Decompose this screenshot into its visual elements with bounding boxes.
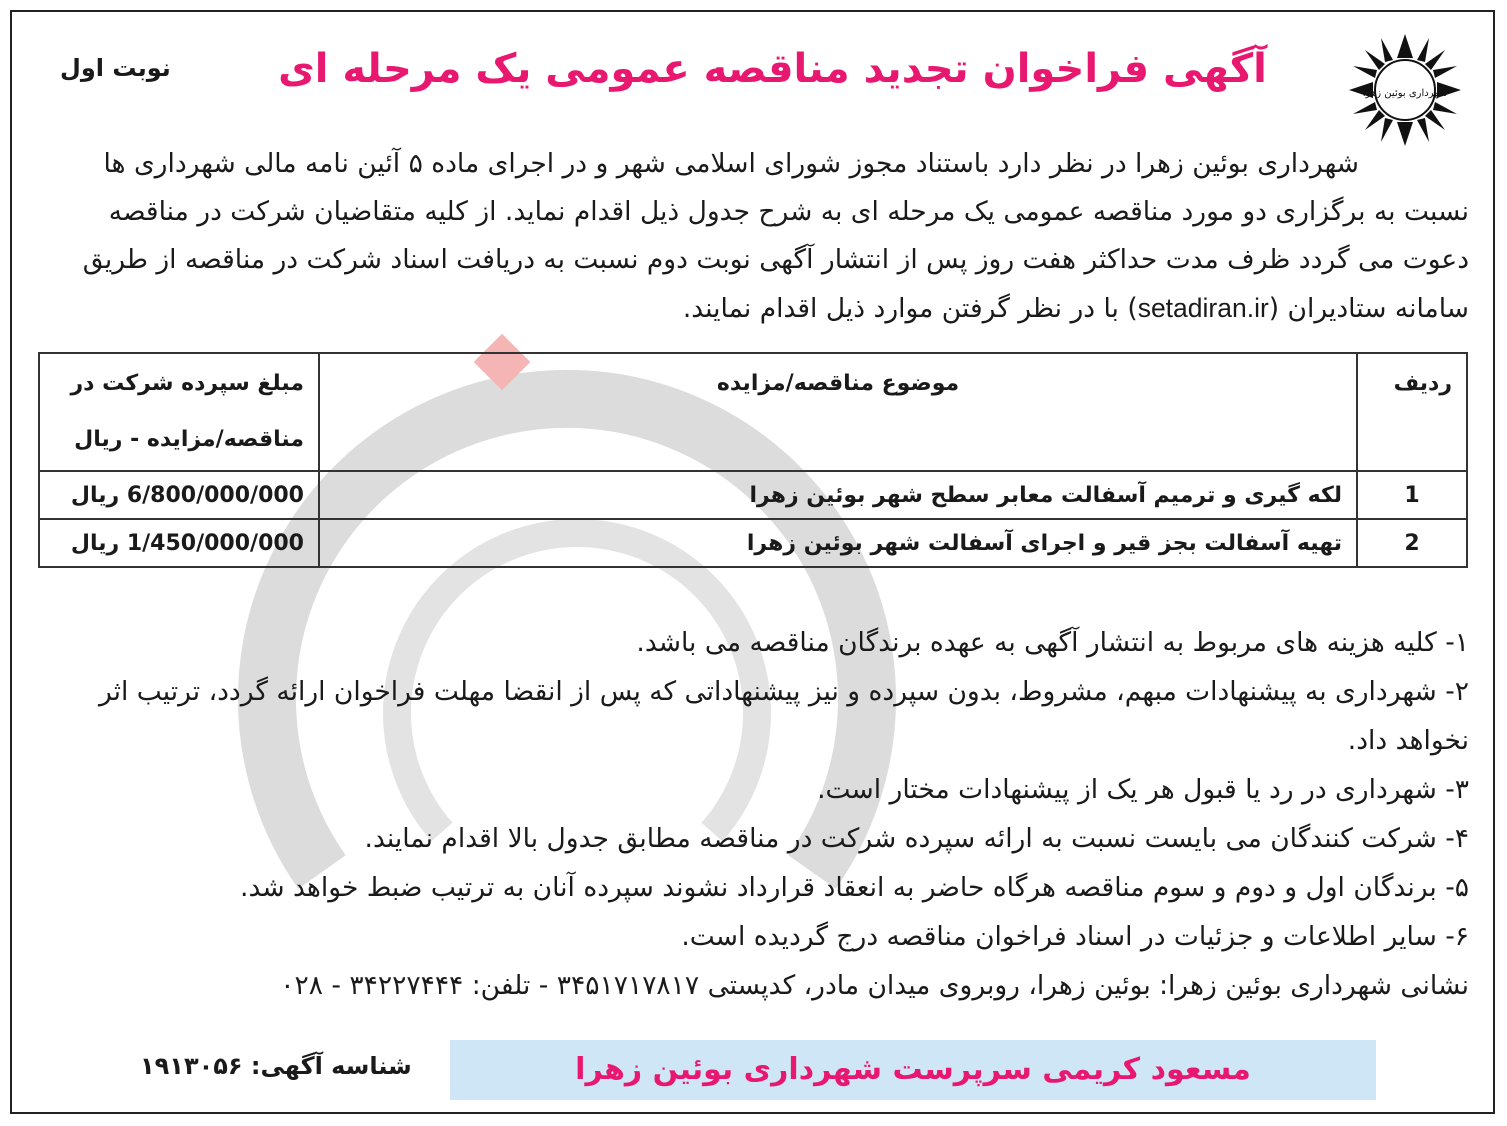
tender-table	[38, 352, 1468, 568]
logo-text: شهرداری بوئین زهرا	[1362, 88, 1448, 99]
header-subject-label: موضوع مناقصه/مزایده	[716, 371, 960, 396]
intro-line: نسبت به برگزاری دو مورد مناقصه عمومی یک مرحله ای به شرح جدول ذیل اقدام نماید. از کلیه متقاضیان شرکت در مناقصه	[108, 196, 1469, 227]
signature-text: مسعود کریمی سرپرست شهرداری بوئین زهرا	[575, 1052, 1251, 1087]
setadiran-link[interactable]: setadiran.ir	[1137, 293, 1269, 323]
intro-line: دعوت می گردد ظرف مدت حداکثر هفت روز پس از انتشار آگهی نوبت دوم نسبت به دریافت اسناد شرکت در مناقصه از طریق	[82, 244, 1469, 275]
terms-list	[36, 618, 1469, 1010]
municipality-logo	[1345, 30, 1465, 150]
signature-banner	[450, 1040, 1376, 1100]
intro-line-text: ) با در نظر گرفتن موارد ذیل اقدام نمایند.	[682, 293, 1138, 324]
publication-round: نوبت اول	[60, 54, 171, 82]
term-item-continued: نخواهد داد.	[1347, 725, 1469, 756]
header-deposit-line2: مناقصه/مزایده - ریال	[74, 427, 304, 452]
row-amount: 1/450/000/000 ریال	[39, 519, 319, 567]
header-subject	[319, 353, 1357, 471]
header-deposit-line1: مبلغ سپرده شرکت در	[70, 371, 304, 396]
header-deposit	[39, 353, 319, 471]
term-item: ۴- شرکت کنندگان می بایست نسبت به ارائه سپرده شرکت در مناقصه مطابق جدول بالا اقدام نمایند.	[364, 823, 1469, 854]
row-number: 2	[1357, 519, 1467, 567]
table-header-row	[39, 353, 1467, 471]
term-item: ۶- سایر اطلاعات و جزئیات در اسناد فراخوان مناقصه درج گردیده است.	[681, 921, 1469, 952]
row-subject: لکه گیری و ترمیم آسفالت معابر سطح شهر بوئین زهرا	[319, 471, 1357, 519]
term-item: ۵- برندگان اول و دوم و سوم مناقصه هرگاه حاضر به انعقاد قرارداد نشوند سپرده آنان به ترتیب ضبط خواهد شد.	[240, 872, 1469, 903]
notice-frame	[10, 10, 1495, 1114]
table-row	[39, 471, 1467, 519]
intro-line	[36, 284, 1469, 333]
ad-id: شناسه آگهی: ۱۹۱۳۰۵۶	[140, 1052, 412, 1080]
row-subject: تهیه آسفالت بجز قیر و اجرای آسفالت شهر بوئین زهرا	[319, 519, 1357, 567]
term-item: ۲- شهرداری به پیشنهادات مبهم، مشروط، بدون سپرده و نیز پیشنهاداتی که پس از انقضا مهلت فراخوان ارائه گردد، ترتیب اثر	[98, 676, 1469, 707]
header-row-number: ردیف	[1357, 353, 1467, 471]
notice-title: آگهی فراخوان تجدید مناقصه عمومی یک مرحله ای	[278, 46, 1267, 92]
intro-paragraph	[36, 140, 1469, 333]
term-item: ۱- کلیه هزینه های مربوط به انتشار آگهی به عهده برندگان مناقصه می باشد.	[636, 627, 1469, 658]
row-number: 1	[1357, 471, 1467, 519]
intro-line: شهرداری بوئین زهرا در نظر دارد باستناد مجوز شورای اسلامی شهر و در اجرای ماده ۵ آئین نامه مالی شهرداری ها	[103, 148, 1359, 179]
municipality-address: نشانی شهرداری بوئین زهرا: بوئین زهرا، روبروی میدان مادر، کدپستی ۳۴۵۱۷۱۷۸۱۷ - تلفن: ۳۴۲۲۷۴۴۴ - ۰۲۸	[280, 970, 1469, 1001]
term-item: ۳- شهرداری در رد یا قبول هر یک از پیشنهادات مختار است.	[817, 774, 1469, 805]
row-amount: 6/800/000/000 ریال	[39, 471, 319, 519]
intro-line-text: سامانه ستادیران (	[1268, 293, 1469, 324]
table-row	[39, 519, 1467, 567]
